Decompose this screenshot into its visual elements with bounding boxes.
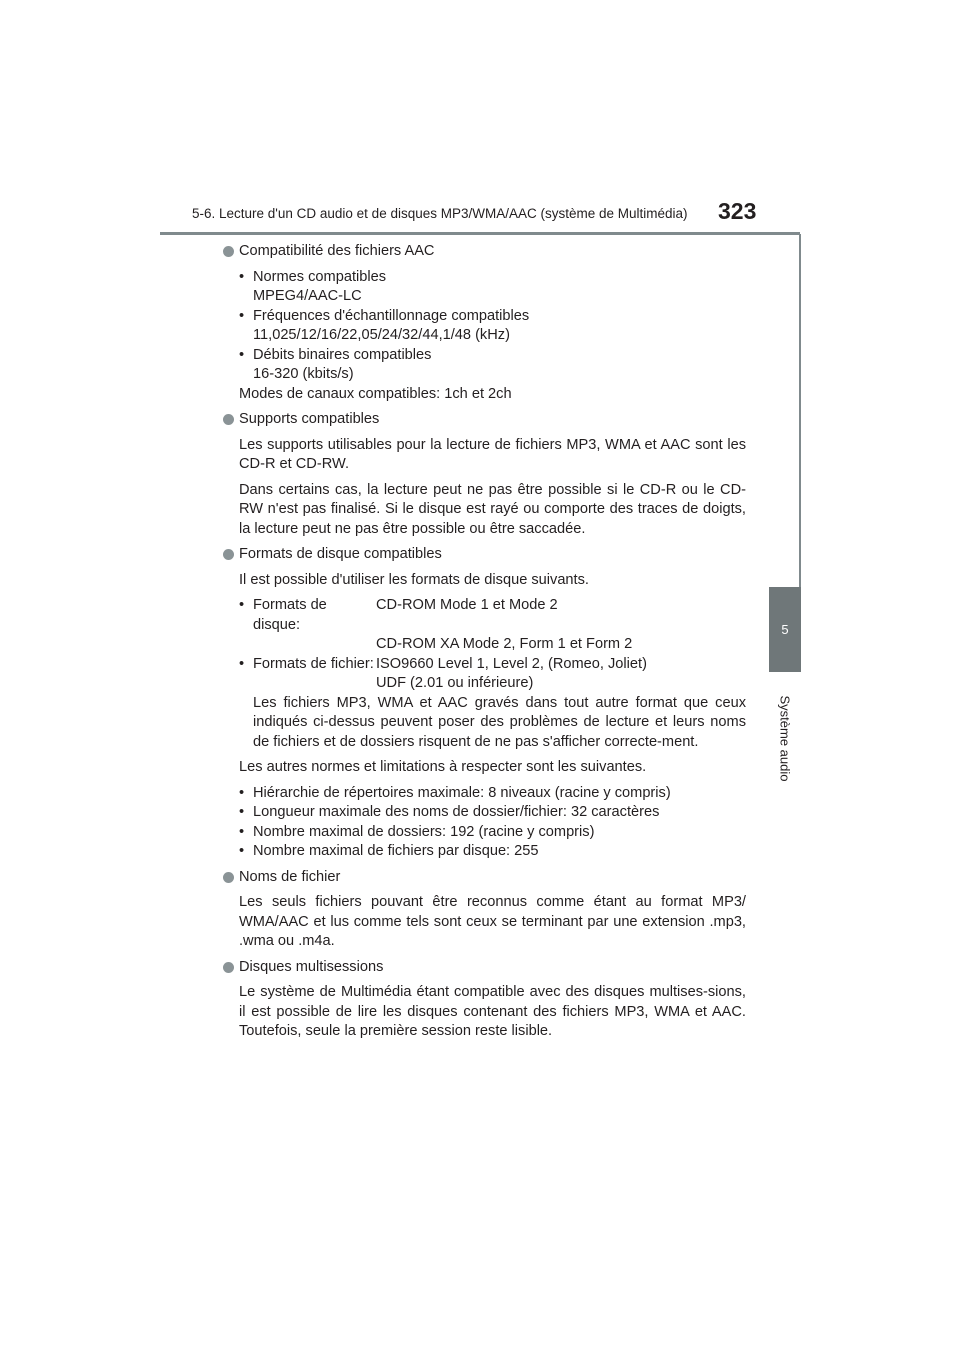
bullet-circle-icon xyxy=(223,872,234,883)
chapter-tab xyxy=(769,587,801,672)
section-media xyxy=(222,410,746,539)
list-item: • Débits binaires compatibles 16-320 (kbits/s) xyxy=(239,346,746,385)
format-term: • Formats de disque: xyxy=(239,596,376,635)
warning-paragraph: Les fichiers MP3, WMA et AAC gravés dans tout autre format que ceux indiqués ci-dessus peuvent poser des problèmes de lecture et leurs noms de fichiers et de dossiers risquent de ne pas s'afficher correcte-ment. xyxy=(253,694,746,750)
bullet-circle-icon xyxy=(223,246,234,257)
section-heading: Formats de disque compatibles xyxy=(239,546,442,562)
chapter-label-box xyxy=(769,678,801,798)
list-item: • Nombre maximal de dossiers: 192 (racine y compris) xyxy=(239,823,746,843)
format-value: CD-ROM Mode 1 et Mode 2 xyxy=(376,597,558,613)
limits-list xyxy=(239,784,746,862)
section-heading: Disques multisessions xyxy=(239,958,384,975)
section-heading: Supports compatibles xyxy=(239,411,380,427)
paragraph: Les autres normes et limitations à respecter sont les suivantes. xyxy=(239,759,647,775)
paragraph: Le système de Multimédia étant compatible avec des disques multises-sions, il est possible de lire les disques contenant des fichiers MP3, WMA et AAC. Toutefois, seule la première session reste lisible. xyxy=(239,984,746,1039)
paragraph: Les seuls fichiers pouvant être reconnus comme étant au format MP3/ WMA/AAC et lus comme tels sont ceux se terminant par une extension .mp3, .wma ou .m4a. xyxy=(239,894,746,949)
chapter-label: Système audio xyxy=(777,695,793,781)
section-formats xyxy=(222,545,746,862)
format-value: UDF (2.01 ou inférieure) xyxy=(376,675,534,691)
bullet-circle-icon xyxy=(223,414,234,425)
section-file-names xyxy=(222,868,746,952)
format-value: CD-ROM XA Mode 2, Form 1 et Form 2 xyxy=(376,636,633,652)
section-heading: Compatibilité des fichiers AAC xyxy=(239,243,435,259)
header-rule xyxy=(160,232,800,235)
format-value: ISO9660 Level 1, Level 2, (Romeo, Joliet) xyxy=(376,655,647,672)
bullet-circle-icon xyxy=(223,962,234,973)
section-multisession xyxy=(222,958,746,1042)
channel-note: Modes de canaux compatibles: 1ch et 2ch xyxy=(239,385,512,402)
chapter-number: 5 xyxy=(781,622,789,637)
list-item: • Longueur maximale des noms de dossier/fichier: 32 caractères xyxy=(239,803,746,823)
side-rule xyxy=(799,234,801,588)
list-item: • Hiérarchie de répertoires maximale: 8 niveaux (racine y compris) xyxy=(239,784,746,804)
paragraph: Les supports utilisables pour la lecture de fichiers MP3, WMA et AAC sont les CD-R et CD-RW. xyxy=(239,436,746,472)
paragraph: Il est possible d'utiliser les formats de disque suivants. xyxy=(239,571,589,588)
paragraph: Dans certains cas, la lecture peut ne pas être possible si le CD-R ou le CD-RW n'est pas finalisé. Si le disque est rayé ou comporte des traces de doigts, la lecture peut ne pas être possible ou être saccadée. xyxy=(239,481,746,537)
list-item: • Nombre maximal de fichiers par disque: 255 xyxy=(239,842,746,862)
bullet-circle-icon xyxy=(223,549,234,560)
format-table xyxy=(239,596,746,694)
aac-spec-list xyxy=(239,268,746,385)
page-number: 323 xyxy=(718,198,757,224)
list-item: • Fréquences d'échantillonnage compatibles 11,025/12/16/22,05/24/32/44,1/48 (kHz) xyxy=(239,307,746,346)
list-item: • Normes compatibles MPEG4/AAC-LC xyxy=(239,268,746,307)
section-title: 5-6. Lecture d'un CD audio et de disques MP3/WMA/AAC (système de Multimédia) xyxy=(192,206,688,221)
section-aac xyxy=(222,242,746,404)
section-heading: Noms de fichier xyxy=(239,868,341,885)
format-term: • Formats de fichier: xyxy=(239,655,376,675)
page-content xyxy=(222,242,746,1048)
